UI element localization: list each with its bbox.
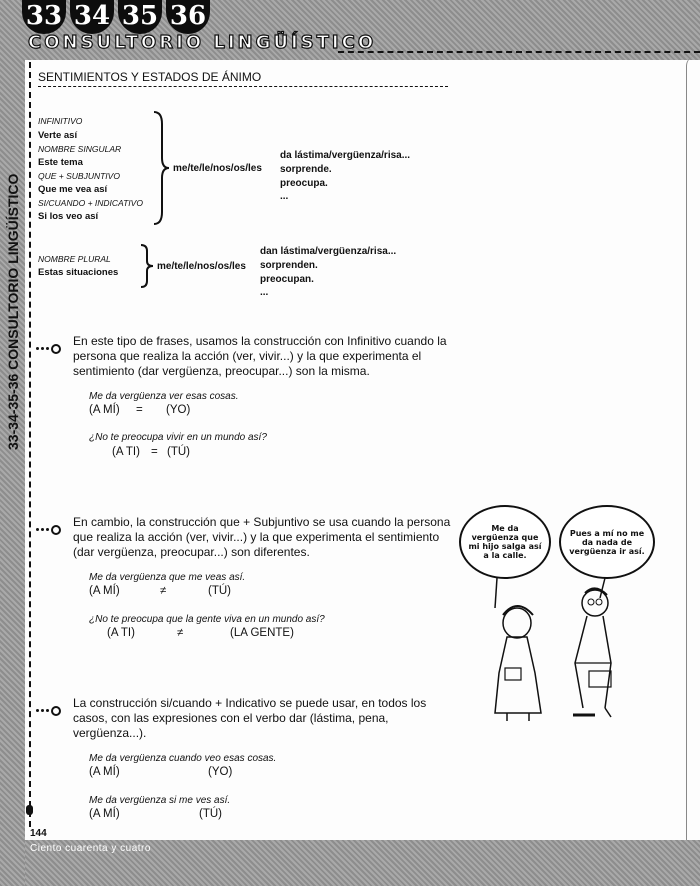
example-subject: (YO): [166, 404, 191, 416]
table1-verb: sorprende.: [280, 164, 332, 175]
cartoon-people-icon: [455, 503, 667, 725]
paragraph-line: vergüenza...).: [73, 726, 147, 740]
paragraph-line: que realiza la acción (ver, vivir...) y la que experimenta el sentimiento: [73, 530, 440, 544]
example-subject: (TÚ): [167, 446, 190, 458]
section-title: SENTIMIENTOS Y ESTADOS DE ÁNIMO: [38, 70, 262, 84]
table2-verb: ...: [260, 287, 269, 298]
example-subject: (LA GENTE): [230, 627, 294, 639]
paragraph-line: sentimiento (dar vergüenza, preocupar...) son la misma.: [73, 364, 370, 378]
paragraph-line: (dar vergüenza, preocupar...) son diferentes.: [73, 545, 310, 559]
example-subject: (A MÍ): [89, 808, 120, 820]
table2-row: Estas situaciones: [38, 267, 119, 278]
example-subject: (A MÍ): [89, 404, 120, 416]
table1-row: Si los veo así: [38, 211, 99, 222]
unit-number: 34: [70, 0, 114, 34]
example-operator: ≠: [177, 627, 184, 639]
section-rule: [38, 86, 448, 87]
example-sentence: Me da vergüenza ver esas cosas.: [89, 391, 239, 402]
example-sentence: ¿No te preocupa que la gente viva en un mundo así?: [89, 614, 325, 625]
bullet-icon: [36, 337, 64, 355]
paragraph-line: En este tipo de frases, usamos la construcción con Infinitivo cuando la: [73, 334, 447, 348]
example-sentence: ¿No te preocupa vivir en un mundo así?: [89, 432, 267, 443]
table1-row: INFINITIVO: [38, 116, 83, 126]
dashed-margin-line: [29, 62, 31, 827]
speech-bubble-right: Pues a mí no me da nada de vergüenza ir así.: [559, 505, 655, 579]
table2-row: NOMBRE PLURAL: [38, 254, 111, 264]
header-title: CONSULTORIO LINGÜÍSTICO: [28, 32, 377, 53]
example-subject: (TÚ): [199, 808, 222, 820]
table1-row: Que me vea así: [38, 184, 108, 195]
table1-verb: ...: [280, 191, 289, 202]
paragraph-line: casos, con las expresiones con el verbo dar (lástima, pena,: [73, 711, 389, 725]
cartoon-illustration: [455, 503, 667, 725]
footer-text: Ciento cuarenta y cuatro: [30, 843, 151, 854]
example-subject: (YO): [208, 766, 233, 778]
brace-icon: [150, 110, 172, 226]
table2-verb: preocupan.: [260, 274, 314, 285]
table1-row: QUE + SUBJUNTIVO: [38, 171, 120, 181]
example-subject: (TÚ): [208, 585, 231, 597]
bullet-icon: [36, 699, 64, 717]
example-operator: =: [151, 446, 158, 458]
table2-verb: sorprenden.: [260, 260, 318, 271]
unit-number: 35: [118, 0, 162, 34]
table1-row: Este tema: [38, 157, 83, 168]
bullet-icon: [36, 518, 64, 536]
example-subject: (A TI): [112, 446, 140, 458]
table2-pronouns: me/te/le/nos/os/les: [157, 261, 246, 272]
example-subject: (A MÍ): [89, 585, 120, 597]
dashed-divider: [338, 51, 700, 53]
example-sentence: Me da vergüenza si me ves así.: [89, 795, 231, 806]
paragraph-line: En cambio, la construcción que + Subjuntivo se usa cuando la persona: [73, 515, 451, 529]
unit-numbers: [22, 0, 210, 34]
table1-verb: preocupa.: [280, 178, 328, 189]
margin-line-end: [26, 805, 33, 815]
unit-number: 36: [166, 0, 210, 34]
example-subject: (A MÍ): [89, 766, 120, 778]
table1-pronouns: me/te/le/nos/os/les: [173, 163, 262, 174]
example-sentence: Me da vergüenza cuando veo esas cosas.: [89, 753, 277, 764]
speech-bubble-left: Me da vergüenza que mi hijo salga así a la calle.: [459, 505, 551, 579]
brace-icon: [138, 243, 156, 289]
table1-row: NOMBRE SINGULAR: [38, 144, 122, 154]
page-number: 144: [30, 828, 47, 839]
paragraph-line: La construcción si/cuando + Indicativo se puede usar, en todos los: [73, 696, 427, 710]
example-sentence: Me da vergüenza que me veas así.: [89, 572, 246, 583]
example-operator: =: [136, 404, 143, 416]
example-operator: ≠: [160, 585, 167, 597]
example-subject: (A TI): [107, 627, 135, 639]
table1-verb: da lástima/vergüenza/risa...: [280, 150, 411, 161]
page-edge: [686, 56, 700, 846]
table1-row: Verte así: [38, 130, 78, 141]
unit-number: 33: [22, 0, 66, 34]
paragraph-line: persona que realiza la acción (ver, vivir...) y la que experimenta el: [73, 349, 422, 363]
table2-verb: dan lástima/vergüenza/risa...: [260, 246, 397, 257]
table1-row: SI/CUANDO + INDICATIVO: [38, 198, 143, 208]
